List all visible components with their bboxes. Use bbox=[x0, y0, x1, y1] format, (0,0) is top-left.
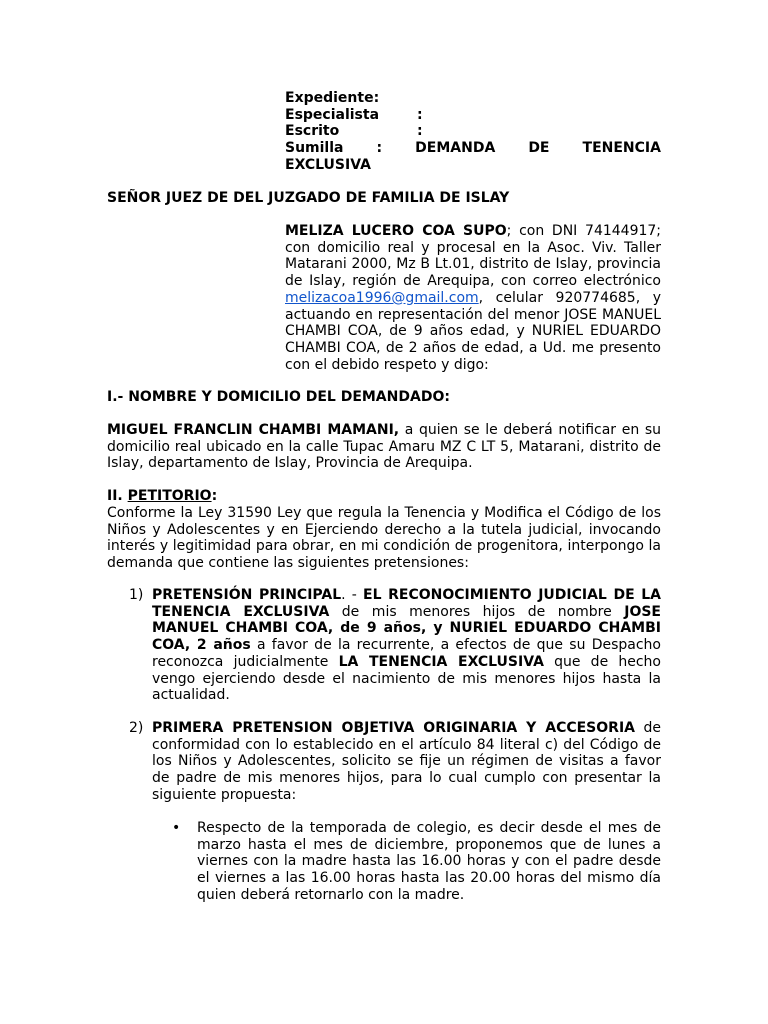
escrito-row bbox=[285, 123, 661, 140]
section-2-colon: : bbox=[211, 488, 218, 504]
item-number: 2) bbox=[129, 720, 144, 736]
item-1-text-part: de mis menores hijos de nombre bbox=[329, 603, 625, 620]
case-header bbox=[285, 90, 661, 173]
section-2-heading bbox=[107, 488, 661, 505]
item-1-bold: LA TENENCIA EXCLUSIVA bbox=[338, 653, 544, 670]
sumilla-word: TENENCIA bbox=[582, 140, 661, 157]
sumilla-row bbox=[285, 140, 661, 157]
especialista-row bbox=[285, 107, 661, 124]
item-1-text-part: a favor de la recurrente, a efectos de que su Despacho reconozca judicialmente bbox=[152, 637, 661, 670]
sumilla-word: Sumilla bbox=[285, 140, 344, 157]
item-2-text bbox=[152, 720, 661, 804]
intro-text-2: , celular 920774685, y actuando en representación del menor JOSE MANUEL CHAMBI COA, de 9 años edad, y NURIEL EDUARDO CHAMBI COA, de 2 años de edad, a Ud. me presento con el debido respeto y digo: bbox=[285, 289, 661, 373]
claim-item-1 bbox=[129, 587, 661, 704]
especialista-label: Especialista bbox=[285, 106, 380, 123]
judge-addressee: SEÑOR JUEZ DE DEL JUZGADO DE FAMILIA DE ISLAY bbox=[107, 190, 510, 206]
intro-paragraph bbox=[285, 223, 661, 373]
defendant-name: MIGUEL FRANCLIN CHAMBI MAMANI, bbox=[107, 422, 400, 438]
expediente-row bbox=[285, 90, 661, 107]
item-1-text bbox=[152, 587, 661, 704]
section-2-title: PETITORIO bbox=[127, 488, 212, 504]
petitorio-paragraph: Conforme la Ley 31590 Ley que regula la Tenencia y Modifica el Código de los Niños y Adolescentes y en Ejerciendo derecho a la tutela judicial, invocando interés y legitimidad para obrar, en mi condición de progenitora, interpongo la demanda que contiene las siguientes pretensiones: bbox=[107, 505, 661, 572]
escrito-label: Escrito bbox=[285, 123, 340, 140]
expediente-label: Expediente: bbox=[285, 90, 380, 106]
section-1-heading: I.- NOMBRE Y DOMICILIO DEL DEMANDADO: bbox=[107, 389, 450, 405]
defendant-paragraph bbox=[107, 422, 661, 472]
plaintiff-name: MELIZA LUCERO COA SUPO bbox=[285, 223, 507, 239]
sumilla-word: DE bbox=[528, 140, 550, 157]
item-1-bold: EL RECONOCIMIENTO JUDICIAL DE LA TENENCIA EXCLUSIVA bbox=[152, 587, 662, 620]
escrito-colon: : bbox=[417, 123, 423, 140]
item-1-bold: PRETENSIÓN PRINCIPAL bbox=[152, 587, 342, 603]
item-1-text-part: . - bbox=[341, 587, 364, 603]
visit-proposal-bullet bbox=[172, 820, 661, 904]
item-number: 1) bbox=[129, 587, 144, 603]
bullet-icon: • bbox=[172, 820, 181, 836]
defendant-text: a quien se le deberá notificar en su domicilio real ubicado en la calle Tupac Amaru MZ C LT 5, Matarani, distrito de Islay, departamento de Islay, Provincia de Arequipa. bbox=[107, 422, 661, 472]
sumilla-word: : bbox=[376, 140, 383, 157]
intro-text-1: ; con DNI 74144917; con domicilio real y procesal en la Asoc. Viv. Taller Matarani 2000, Mz B Lt.01, distrito de Islay, provincia de Islay, región de Arequipa, con correo electrónico bbox=[285, 223, 662, 290]
item-2-bold: PRIMERA PRETENSION OBJETIVA ORIGINARIA Y ACCESORIA bbox=[152, 720, 635, 736]
sumilla-row-2 bbox=[285, 157, 661, 174]
section-2-prefix: II. bbox=[107, 488, 128, 504]
especialista-colon: : bbox=[417, 106, 423, 123]
item-2-text-part: de conformidad con lo establecido en el artículo 84 literal c) del Código de los Niños y Adolescentes, solicito se fije un régimen de visitas a favor de padre de mis menores hijos, para lo cual cumplo con presentar la siguiente propuesta: bbox=[152, 720, 661, 803]
claim-item-2 bbox=[129, 720, 661, 804]
item-1-text-part: que de hecho vengo ejerciendo desde el nacimiento de mis menores hijos hasta la actualidad. bbox=[152, 653, 661, 704]
bullet-text: Respecto de la temporada de colegio, es decir desde el mes de marzo hasta el mes de diciembre, proponemos que de lunes a viernes con la madre hasta las 16.00 horas y con el padre desde el viernes a las 16.00 horas hasta las 20.00 horas del mismo día quien deberá retornarlo con la madre. bbox=[197, 820, 661, 903]
sumilla-line2: EXCLUSIVA bbox=[285, 156, 371, 173]
email-link[interactable]: melizacoa1996@gmail.com bbox=[285, 289, 479, 306]
sumilla-word: DEMANDA bbox=[415, 140, 496, 157]
item-1-bold: JOSE MANUEL CHAMBI COA, de 9 años, y NURIEL EDUARDO CHAMBI COA, 2 años bbox=[152, 603, 661, 654]
